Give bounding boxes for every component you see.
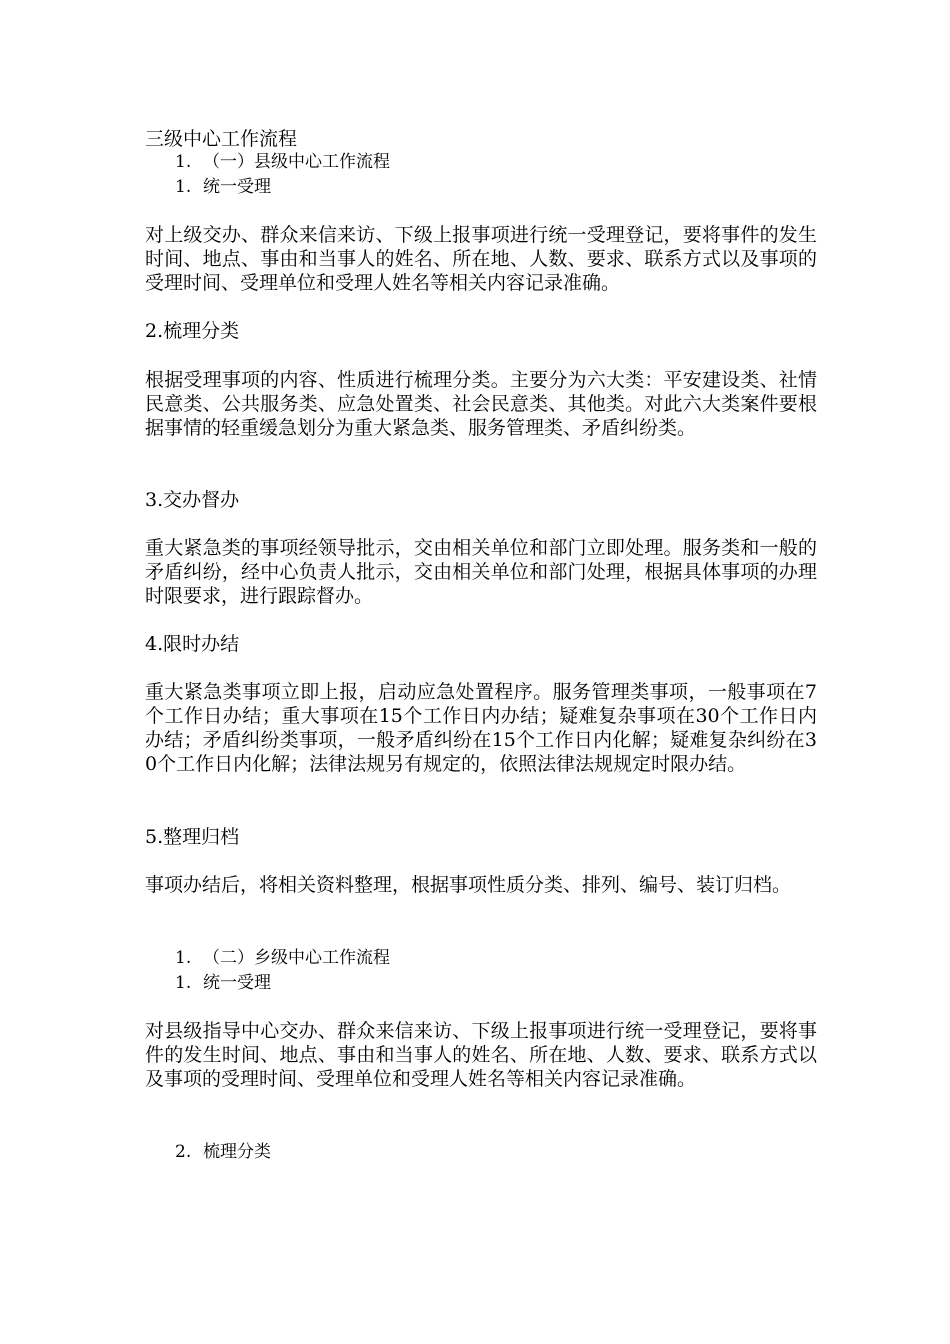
subheading-unified-acceptance-township: 统一受理 (203, 973, 271, 993)
heading-sorting-classification: 2.梳理分类 (145, 320, 240, 342)
list-item-section-township (175, 946, 390, 970)
list-item-unified-acceptance (175, 175, 271, 199)
paragraph-unified-acceptance: 对上级交办、群众来信来访、下级上报事项进行统一受理登记，要将事件的发生时间、地点、事由和当事人的姓名、所在地、人数、要求、联系方式以及事项的受理时间、受理单位和受理人姓名等相关内容记录准确。 (145, 224, 817, 294)
paragraph-assign-supervise: 重大紧急类的事项经领导批示，交由相关单位和部门立即处理。服务类和一般的矛盾纠纷，经中心负责人批示，交由相关单位和部门处理，根据具体事项的办理时限要求，进行跟踪督办。 (145, 537, 817, 607)
subheading-sorting-classification-township: 梳理分类 (203, 1142, 271, 1162)
list-item-sorting-classification-township (175, 1140, 271, 1164)
list-number: 1. (175, 152, 192, 172)
list-number: 2. (175, 1142, 192, 1162)
paragraph-sorting-classification: 根据受理事项的内容、性质进行梳理分类。主要分为六大类：平安建设类、社情民意类、公共服务类、应急处置类、社会民意类、其他类。对此六大类案件要根据事情的轻重缓急划分为重大紧急类、服务管理类、矛盾纠纷类。 (145, 369, 817, 439)
list-number: 1. (175, 177, 192, 197)
heading-assign-supervise: 3.交办督办 (145, 489, 240, 511)
paragraph-time-limit: 重大紧急类事项立即上报，启动应急处置程序。服务管理类事项，一般事项在7个工作日办结；重大事项在15个工作日内办结；疑难复杂事项在30个工作日内办结；矛盾纠纷类事项，一般矛盾纠纷在15个工作日内化解；疑难复杂纠纷在30个工作日内化解；法律法规另有规定的，依照法律法规规定时限办结。 (145, 681, 817, 775)
document-title: 三级中心工作流程 (145, 128, 298, 150)
list-item-section-county (175, 150, 390, 174)
section-heading-county: （一）县级中心工作流程 (203, 152, 390, 172)
paragraph-unified-acceptance-township: 对县级指导中心交办、群众来信来访、下级上报事项进行统一受理登记，要将事件的发生时间、地点、事由和当事人的姓名、所在地、人数、要求、联系方式以及事项的受理时间、受理单位和受理人姓名等相关内容记录准确。 (145, 1020, 817, 1090)
subheading-unified-acceptance: 统一受理 (203, 177, 271, 197)
list-number: 1. (175, 948, 192, 968)
section-heading-township: （二）乡级中心工作流程 (203, 948, 390, 968)
list-number: 1. (175, 973, 192, 993)
heading-archiving: 5.整理归档 (145, 826, 240, 848)
heading-time-limit: 4.限时办结 (145, 633, 240, 655)
list-item-unified-acceptance-township (175, 971, 271, 995)
paragraph-archiving: 事项办结后，将相关资料整理，根据事项性质分类、排列、编号、装订归档。 (145, 874, 792, 896)
